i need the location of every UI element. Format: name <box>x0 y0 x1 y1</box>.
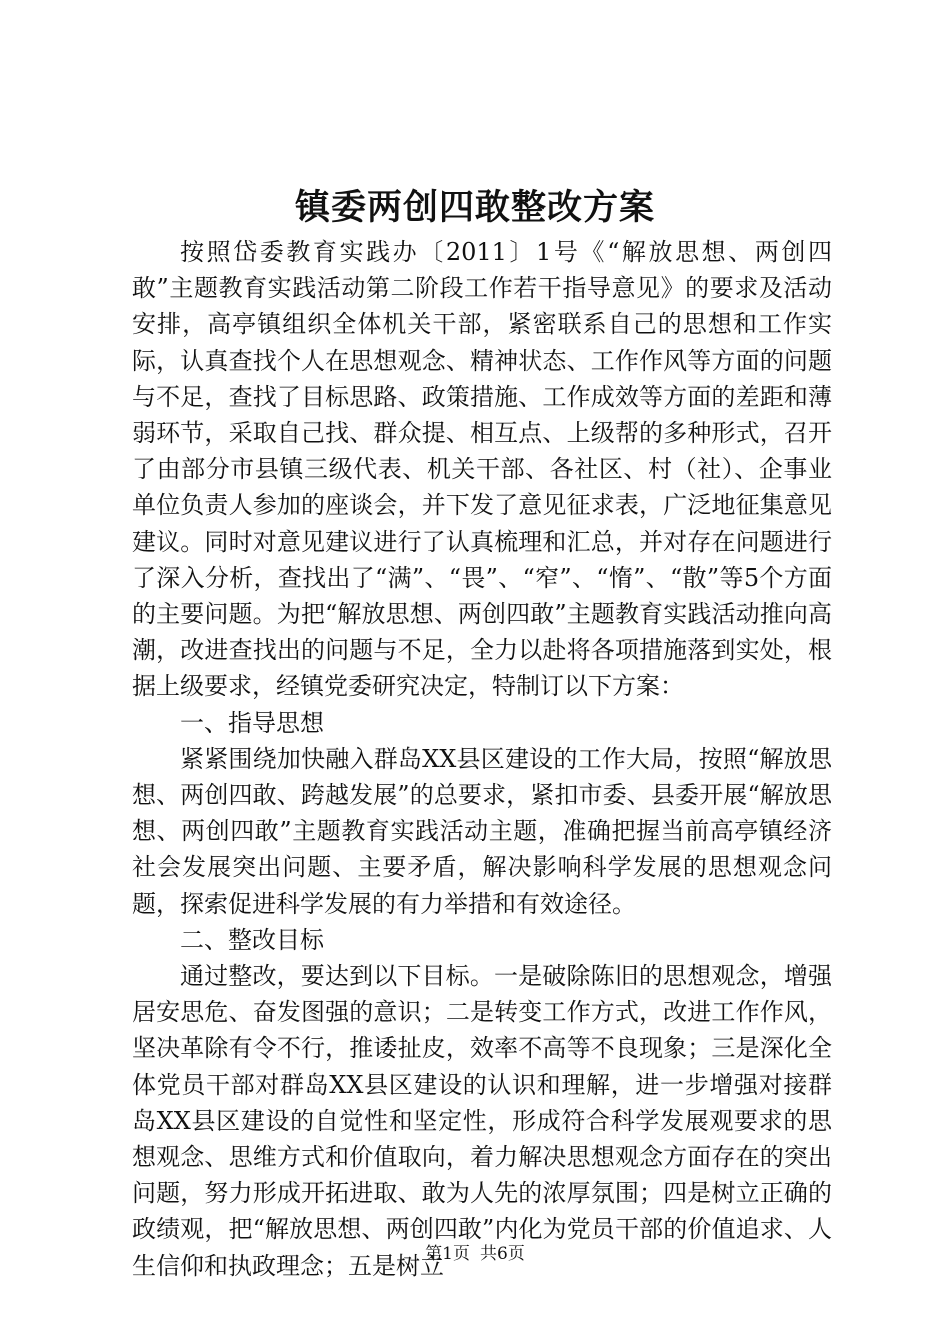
section-heading-goals: 二、整改目标 <box>180 925 324 954</box>
intro-paragraph: 按照岱委教育实践办〔2011〕1号《“解放思想、两创四敢”主题教育实践活动第二阶段工作若干指导意见》的要求及活动安排，高亭镇组织全体机关干部，紧密联系自己的思想和工作实际，认真查找个人在思想观念、精神状态、工作作风等方面的问题与不足，查找了目标思路、政策措施、工作成效等方面的差距和薄弱环节，采取自己找、群众提、相互点、上级帮的多种形式，召开了由部分市县镇三级代表、机关干部、各社区、村（社）、企事业单位负责人参加的座谈会，并下发了意见征求表，广泛地征集意见建议。同时对意见建议进行了认真梳理和汇总，并对存在问题进行了深入分析，查找出了“满”、“畏”、“窄”、“惰”、“散”等5个方面的主要问题。为把“解放思想、两创四敢”主题教育实践活动推向高潮，改进查找出的问题与不足，全力以赴将各项措施落到实处，根据上级要求，经镇党委研究决定，特制订以下方案： <box>132 238 832 701</box>
page-footer <box>0 1242 950 1266</box>
guiding-thought-paragraph: 紧紧围绕加快融入群岛XX县区建设的工作大局，按照“解放思想、两创四敢、跨越发展”的总要求，紧扣市委、县委开展“解放思想、两创四敢”主题教育实践活动主题，准确把握当前高亭镇经济社会发展突出问题、主要矛盾，解决影响科学发展的思想观念问题，探索促进科学发展的有力举措和有效途径。 <box>132 744 832 918</box>
document-title: 镇委两创四敢整改方案 <box>294 187 655 228</box>
page-number-current: 第1页 <box>425 1244 470 1264</box>
section-heading-guiding-thought: 一、指导思想 <box>180 708 324 737</box>
document-body <box>132 234 832 1284</box>
goals-paragraph: 通过整改，要达到以下目标。一是破除陈旧的思想观念，增强居安思危、奋发图强的意识；二是转变工作方式，改进工作作风，坚决革除有令不行，推诿扯皮，效率不高等不良现象；三是深化全体党员干部对群岛XX县区建设的认识和理解，进一步增强对接群岛XX县区建设的自觉性和坚定性，形成符合科学发展观要求的思想观念、思维方式和价值取向，着力解决思想观念方面存在的突出问题，努力形成开拓进取、敢为人先的浓厚氛围；四是树立正确的政绩观，把“解放思想、两创四敢”内化为党员干部的价值追求、人生信仰和执政理念；五是树立 <box>132 962 832 1280</box>
page-number-total: 共6页 <box>480 1244 525 1264</box>
